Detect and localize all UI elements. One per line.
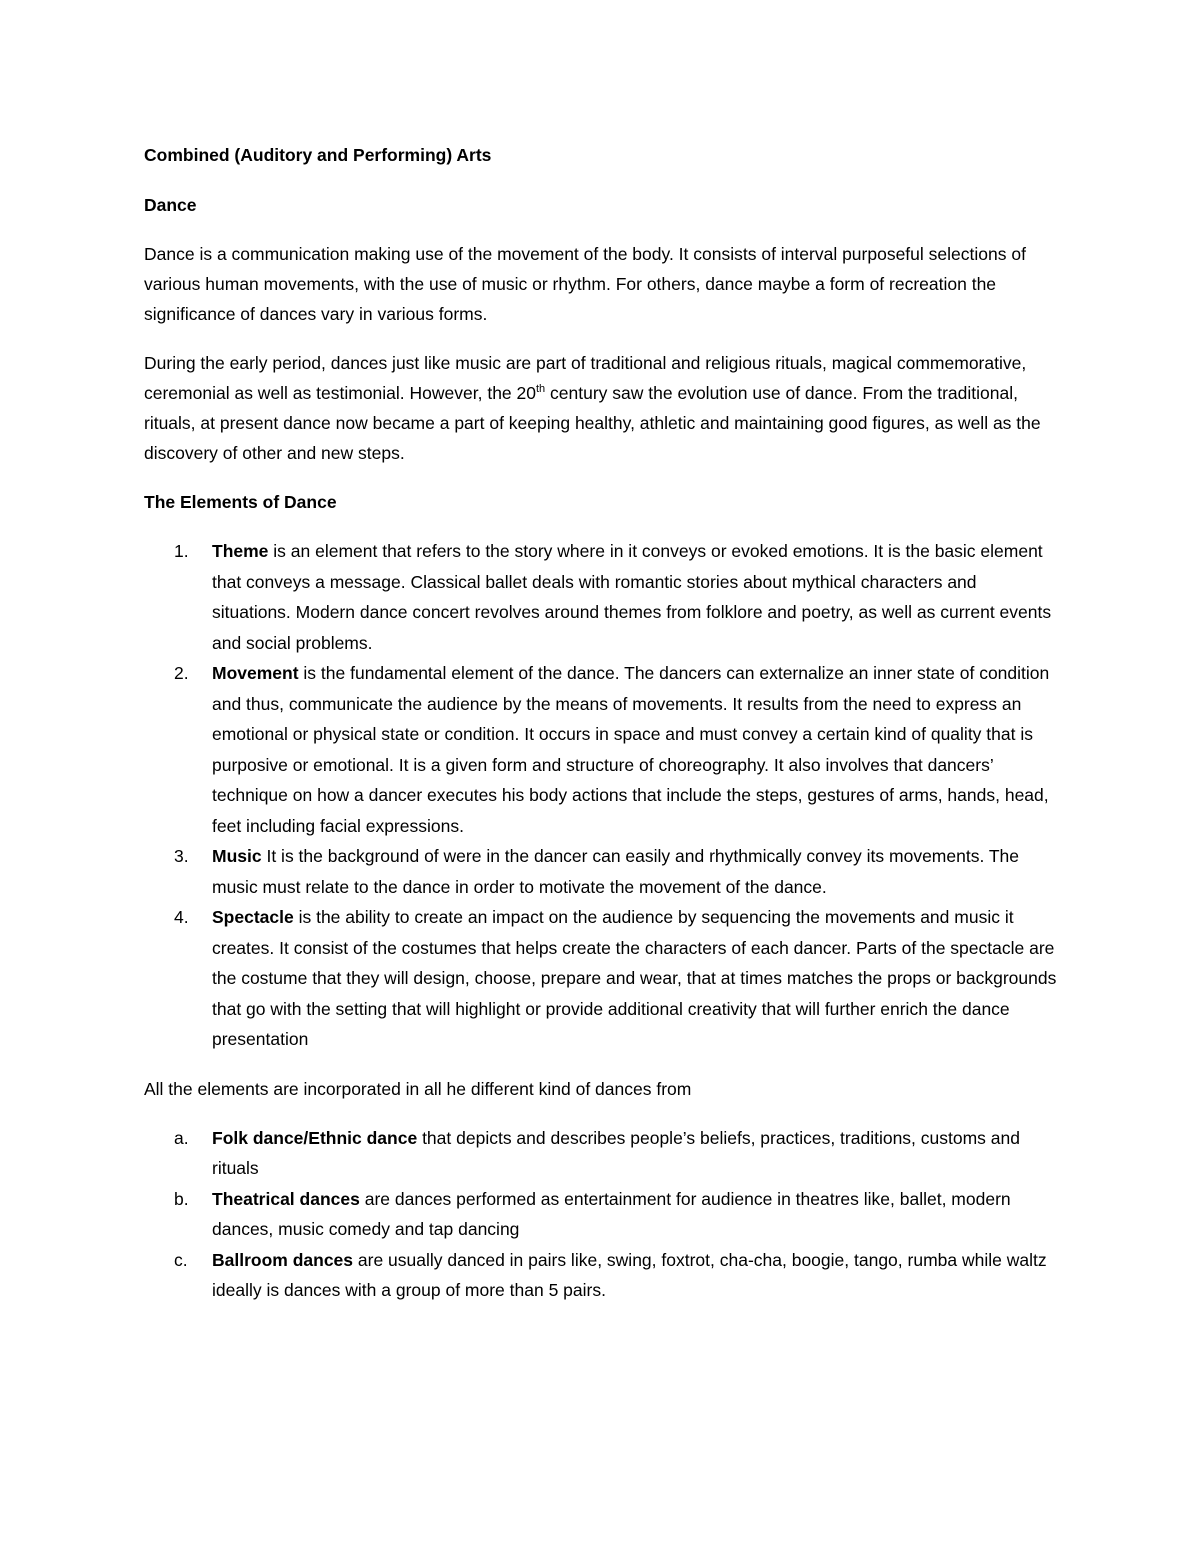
dance-paragraph-2 <box>144 348 1060 468</box>
kind-term: Ballroom dances <box>212 1249 354 1270</box>
dance-paragraph-1: Dance is a communication making use of the movement of the body. It consists of interval purposeful selections of various human movements, with the use of music or rhythm. For others, dance maybe a form of recreation the significance of dances vary in various forms. <box>144 244 1026 324</box>
kind-description: are dances performed as entertainment for audience in theatres like, ballet, modern dances, music comedy and tap dancing <box>212 1188 1011 1239</box>
dance-paragraph-2-part1: During the early period, dances just like music are part of traditional and religious rituals, magical commemorative, ceremonial as well as testimonial. However, the 20 <box>144 353 1027 403</box>
kinds-intro: All the elements are incorporated in all he different kind of dances from <box>144 1078 692 1099</box>
section-heading-dance: Dance <box>144 195 197 215</box>
list-marker: c. <box>174 1249 188 1270</box>
list-item <box>144 1184 1060 1245</box>
list-item <box>144 658 1060 841</box>
element-description: is the fundamental element of the dance. The dancers can externalize an inner state of condition and thus, communicate the audience by the means of movements. It results from the need to express an emotional or physical state or condition. It occurs in space and must convey a certain kind of quality that is purposive or emotional. It is a given form and structure of choreography. It also involves that dancers’ technique on how a dancer executes his body actions that include the steps, gestures of arms, hands, head, feet including facial expressions. <box>212 663 1050 836</box>
superscript-th: th <box>536 383 546 396</box>
list-marker: b. <box>174 1188 189 1209</box>
list-marker: 3. <box>174 846 189 866</box>
kind-term: Theatrical dances <box>212 1188 360 1209</box>
kind-term: Folk dance/Ethnic dance <box>212 1127 418 1148</box>
kinds-list <box>144 1123 1060 1306</box>
list-marker: a. <box>174 1127 189 1148</box>
list-item <box>144 902 1060 1055</box>
element-description: is an element that refers to the story where in it conveys or evoked emotions. It is the basic element that conveys a message. Classical ballet deals with romantic stories about mythical characters and situations. Modern dance concert revolves around themes from folklore and poetry, as well as current events and social problems. <box>212 541 1052 653</box>
list-item <box>144 536 1060 658</box>
section-heading-elements: The Elements of Dance <box>144 492 337 512</box>
elements-list <box>144 536 1060 1055</box>
list-marker: 1. <box>174 541 189 561</box>
kind-description: are usually danced in pairs like, swing, foxtrot, cha-cha, boogie, tango, rumba while waltz ideally is dances with a group of more than 5 pairs. <box>212 1249 1047 1300</box>
document-page <box>144 140 1060 1325</box>
element-term: Spectacle <box>212 907 294 927</box>
list-item <box>144 841 1060 902</box>
list-marker: 2. <box>174 663 189 683</box>
list-item <box>144 1123 1060 1184</box>
list-marker: 4. <box>174 907 189 927</box>
kind-description: that depicts and describes people’s beliefs, practices, traditions, customs and rituals <box>212 1127 1020 1178</box>
element-term: Movement <box>212 663 299 683</box>
element-description: It is the background of were in the dancer can easily and rhythmically convey its movements. The music must relate to the dance in order to motivate the movement of the dance. <box>212 846 1020 897</box>
element-term: Music <box>212 846 262 866</box>
element-term: Theme <box>212 541 269 561</box>
document-title: Combined (Auditory and Performing) Arts <box>144 145 492 165</box>
element-description: is the ability to create an impact on the audience by sequencing the movements and music it creates. It consist of the costumes that helps create the characters of each dancer. Parts of the spectacle are the costume that they will design, choose, prepare and wear, that at times matches the props or backgrounds that go with the setting that will highlight or provide additional creativity that will further enrich the dance presentation <box>212 907 1057 1049</box>
list-item <box>144 1245 1060 1306</box>
dance-paragraph-2-part2: century saw the evolution use of dance. From the traditional, rituals, at present dance now became a part of keeping healthy, athletic and maintaining good figures, as well as the discovery of other and new steps. <box>144 383 1041 463</box>
